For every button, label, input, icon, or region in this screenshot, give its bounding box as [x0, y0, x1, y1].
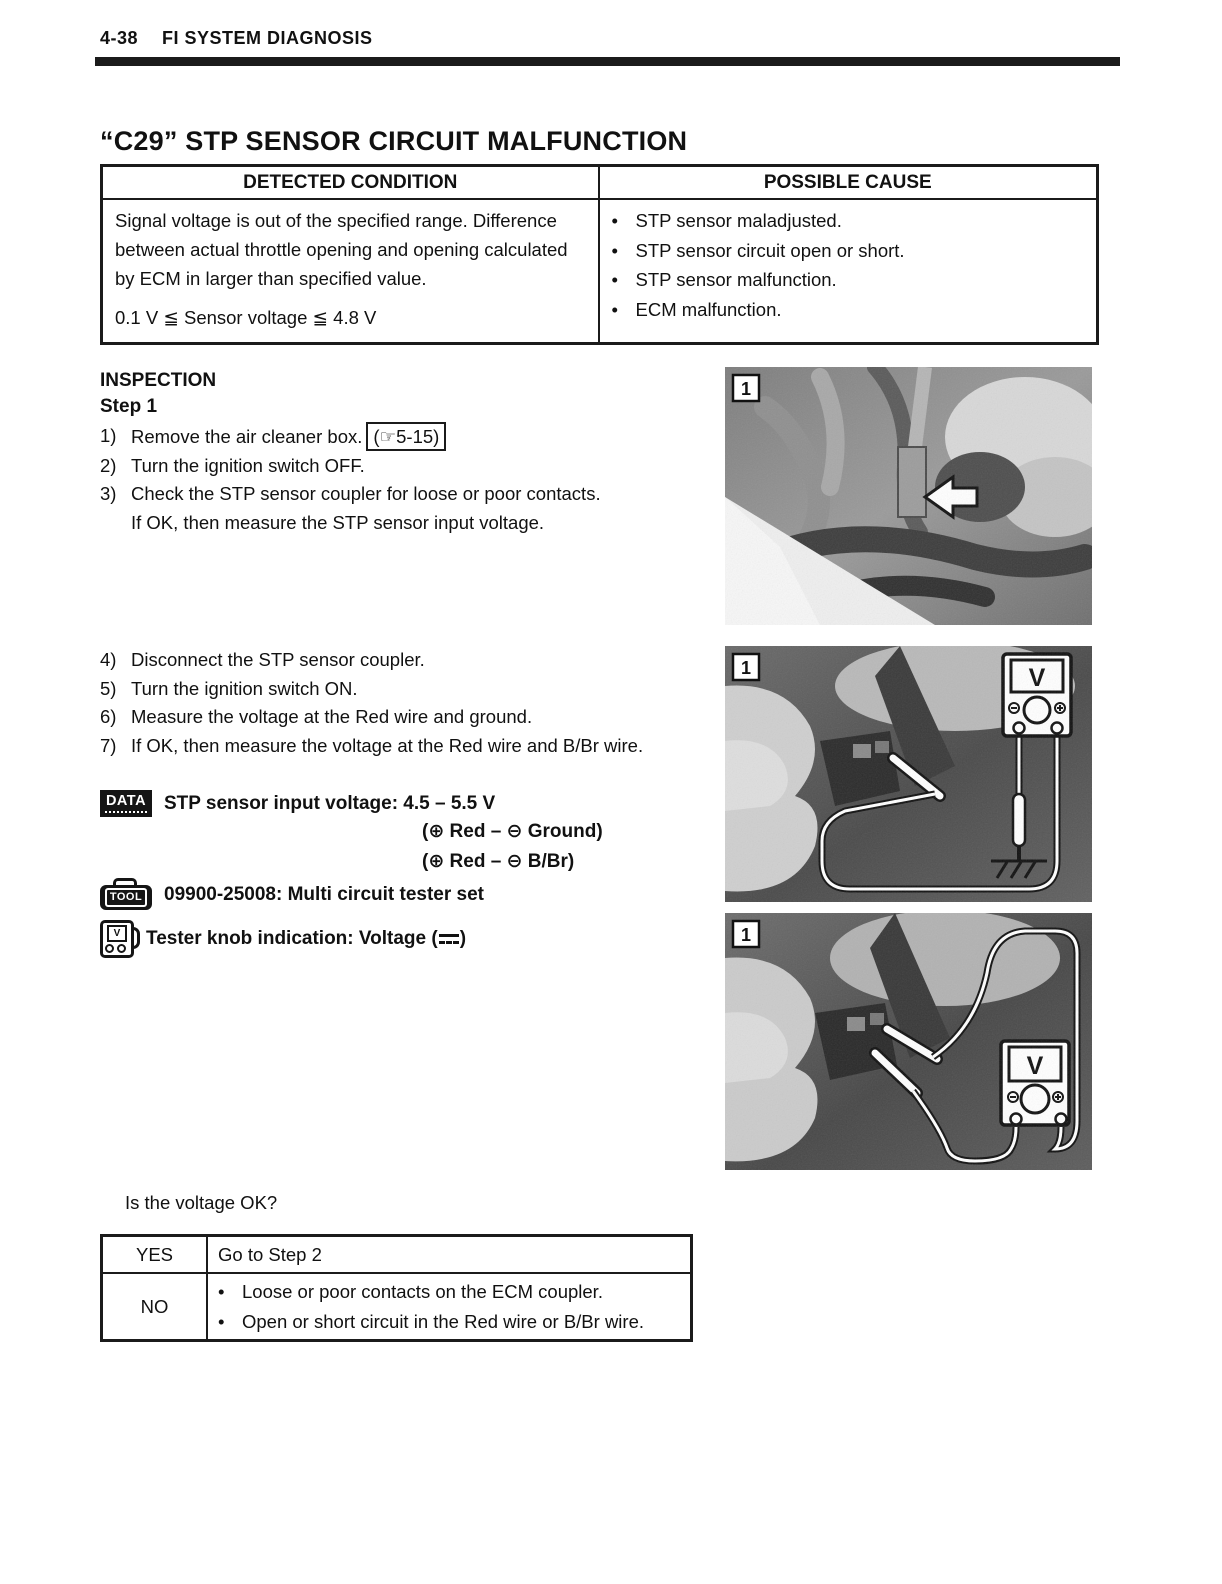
condition-cause-table [100, 164, 1099, 345]
steps-4-7 [100, 646, 708, 760]
step-item: 2) Turn the ignition switch OFF. [100, 454, 365, 476]
condition-table-header-row [103, 167, 1096, 200]
data-spec-value: STP sensor input voltage: 4.5 – 5.5 V [164, 792, 496, 814]
bullet-icon: • [611, 239, 618, 261]
header-rule [95, 57, 1120, 66]
figure-label [733, 375, 759, 401]
step-item: 5) Turn the ignition switch ON. [100, 677, 358, 699]
bullet-icon: • [218, 1281, 225, 1302]
possible-cause-cell [600, 200, 1097, 342]
page-reference-box: (☞5-15) [366, 422, 446, 451]
section-title: “C29” STP SENSOR CIRCUIT MALFUNCTION [100, 126, 688, 157]
page-number: 4-38 [100, 28, 139, 48]
multi-tester-icon: V [100, 920, 134, 958]
inspection-heading: INSPECTION [100, 370, 217, 391]
question-text: Is the voltage OK? [125, 1192, 278, 1213]
bullet-icon: • [611, 298, 618, 320]
step-item: 4) Disconnect the STP sensor coupler. [100, 649, 425, 670]
possible-cause-item: • ECM malfunction. [612, 295, 1085, 325]
answer-yes: YES [103, 1237, 208, 1272]
data-spec-block [100, 790, 720, 877]
possible-cause-item: • STP sensor malfunction. [612, 265, 1085, 295]
data-spec-subline: (⊕ Red – ⊖ Ground) [422, 821, 603, 842]
detected-condition-cell [103, 200, 600, 342]
figure-voltage-red-bbr [725, 913, 1092, 1170]
figure-voltage-red-ground [725, 646, 1092, 902]
possible-cause-item: • STP sensor maladjusted. [612, 206, 1085, 236]
svg-text:V: V [1026, 1052, 1044, 1080]
tester-knob-label: Tester knob indication: Voltage ( ) [146, 928, 467, 949]
tool-label: 09900-25008: Multi circuit tester set [164, 884, 484, 905]
yes-action: Go to Step 2 [218, 1244, 322, 1265]
figure-stp-sensor-location [725, 367, 1092, 625]
data-badge-icon: DATA [100, 790, 152, 817]
detected-condition-header: DETECTED CONDITION [103, 167, 600, 198]
step-item: 7) If OK, then measure the voltage at the Red wire and B/Br wire. [100, 734, 644, 756]
svg-text:1: 1 [740, 925, 752, 945]
step-continuation: If OK, then measure the STP sensor input voltage. [131, 511, 545, 533]
bullet-icon: • [611, 269, 618, 290]
step-item: 1) Remove the air cleaner box. (☞5-15) [100, 422, 700, 452]
step1-heading: Step 1 [100, 396, 158, 417]
steps-1-3 [100, 422, 700, 537]
answer-no: NO [103, 1274, 208, 1339]
figure-label [733, 654, 759, 680]
possible-cause-item: • STP sensor circuit open or short. [612, 236, 1085, 266]
result-table [100, 1234, 693, 1342]
step-item: 3) Check the STP sensor coupler for loose or poor contacts. [100, 483, 601, 504]
chapter-title: FI SYSTEM DIAGNOSIS [162, 28, 373, 48]
running-header [100, 28, 373, 49]
figure-label [733, 921, 759, 947]
dc-voltage-symbol [439, 932, 459, 945]
bullet-icon: • [218, 1310, 225, 1332]
step-item: 6) Measure the voltage at the Red wire and ground. [100, 706, 533, 727]
tool-badge-icon: TOOL [100, 885, 152, 910]
bullet-icon: • [611, 210, 618, 231]
no-actions: • Loose or poor contacts on the ECM coupler. • Open or short circuit in the Red wire or B/Br wire. [208, 1274, 690, 1339]
possible-cause-header: POSSIBLE CAUSE [763, 172, 932, 193]
tool-block [100, 880, 484, 910]
result-row-no [103, 1272, 690, 1339]
svg-text:1: 1 [740, 658, 752, 678]
sensor-voltage-range: 0.1 V ≦ Sensor voltage ≦ 4.8 V [115, 307, 377, 328]
data-spec-subline: (⊕ Red – ⊖ B/Br) [422, 851, 575, 872]
result-row-yes [103, 1237, 690, 1272]
svg-text:1: 1 [740, 379, 752, 399]
svg-text:V: V [1028, 664, 1046, 692]
tester-knob-block [100, 920, 466, 958]
detected-condition-text: Signal voltage is out of the specified range. Difference between actual throttle opening and opening calculated by ECM in larger than specified value. [115, 210, 568, 289]
